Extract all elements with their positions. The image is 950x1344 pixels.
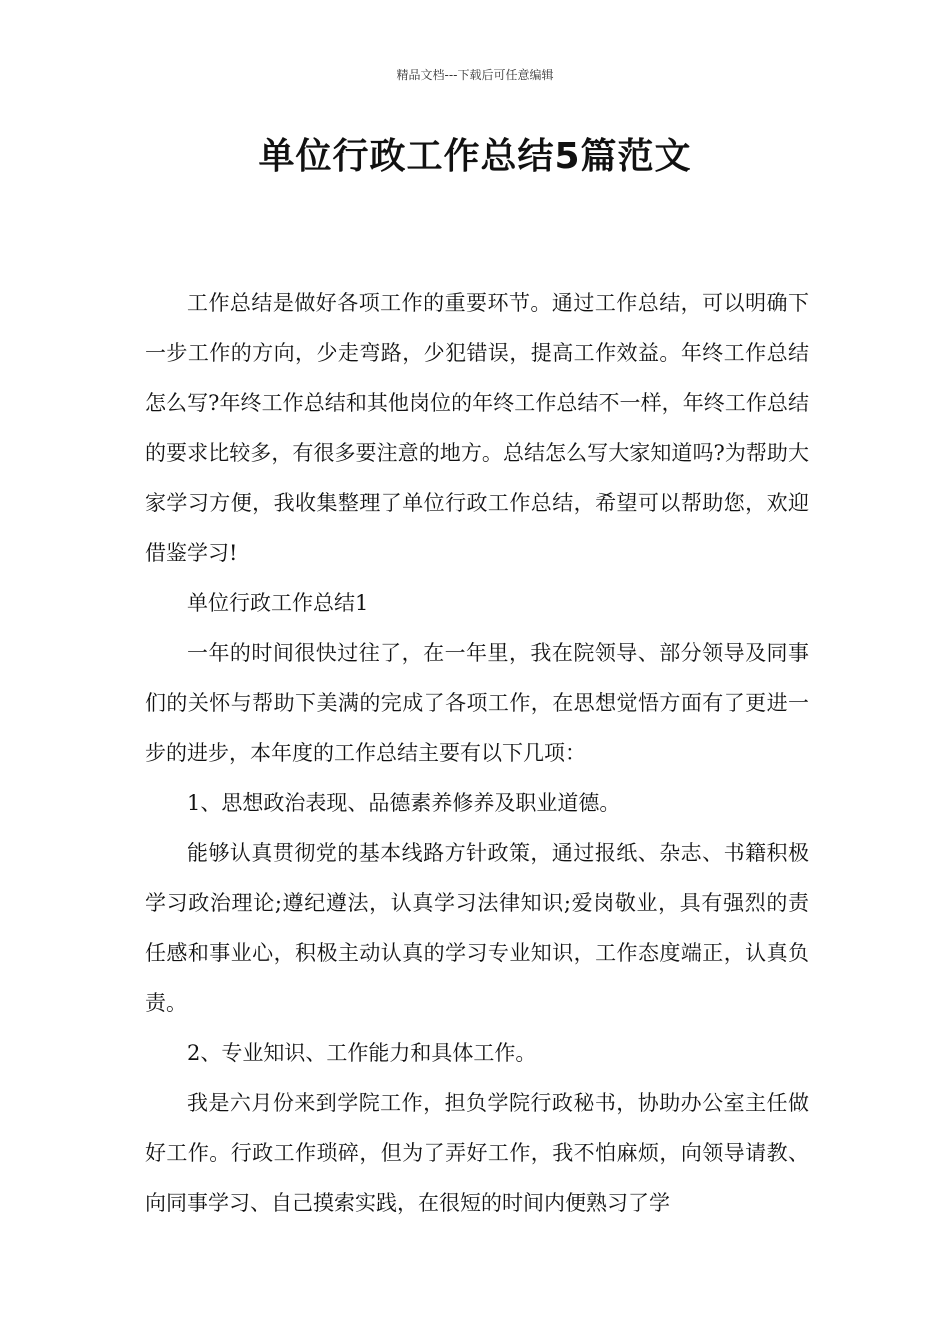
list-item-heading-1: 1、思想政治表现、品德素养修养及职业道德。 <box>187 791 621 815</box>
section-heading-1: 单位行政工作总结1 <box>187 591 369 615</box>
intro-paragraph: 工作总结是做好各项工作的重要环节。通过工作总结，可以明确下一步工作的方向，少走弯路，少犯错误，提高工作效益。年终工作总结怎么写?年终工作总结和其他岗位的年终工作总结不一样，年终工作总结的要求比较多，有很多要注意的地方。总结怎么写大家知道吗?为帮助大家学习方便，我收集整理了单位行政工作总结，希望可以帮助您，欢迎借鉴学习! <box>145 291 809 565</box>
document-title: 单位行政工作总结5篇范文 <box>258 136 692 177</box>
document-body <box>145 278 809 1228</box>
list-item-heading-2: 2、专业知识、工作能力和具体工作。 <box>187 1041 537 1065</box>
header-note: 精品文档---下载后可任意编辑 <box>396 68 554 82</box>
body-paragraph: 能够认真贯彻党的基本线路方针政策，通过报纸、杂志、书籍积极学习政治理论;遵纪遵法，认真学习法律知识;爱岗敬业，具有强烈的责任感和事业心，积极主动认真的学习专业知识，工作态度端正，认真负责。 <box>145 841 809 1015</box>
body-paragraph: 我是六月份来到学院工作，担负学院行政秘书，协助办公室主任做好工作。行政工作琐碎，但为了弄好工作，我不怕麻烦，向领导请教、向同事学习、自己摸索实践，在很短的时间内便熟习了学 <box>145 1091 809 1215</box>
body-paragraph: 一年的时间很快过往了，在一年里，我在院领导、部分领导及同事们的关怀与帮助下美满的完成了各项工作，在思想觉悟方面有了更进一步的进步，本年度的工作总结主要有以下几项： <box>145 641 809 765</box>
